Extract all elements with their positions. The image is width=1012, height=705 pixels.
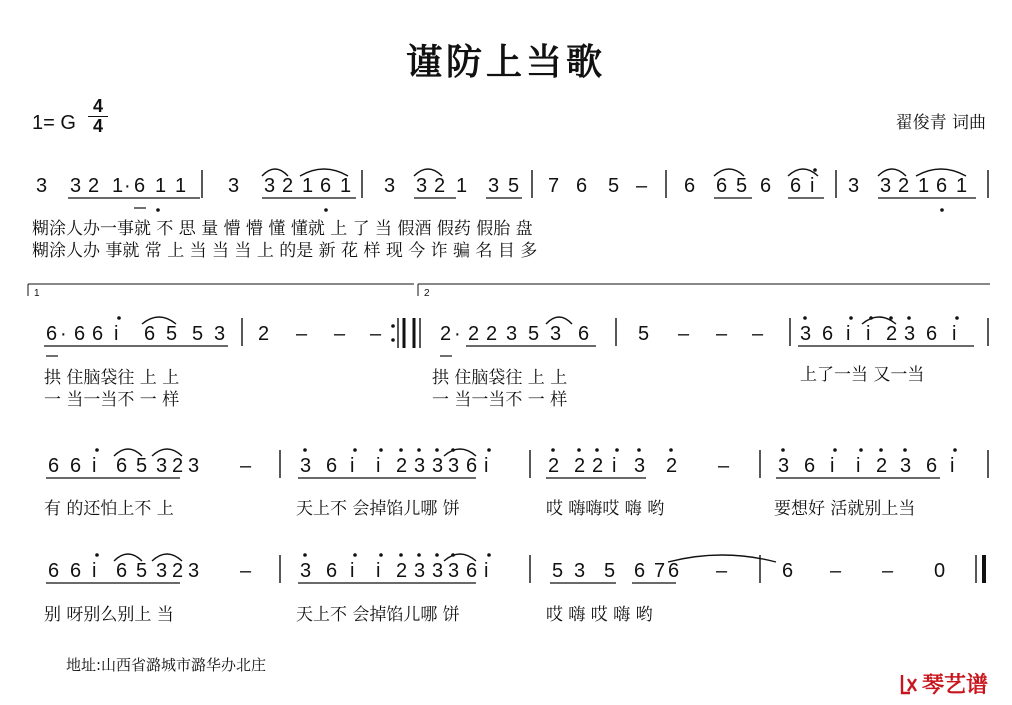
- note-glyph: 7: [548, 175, 560, 197]
- octave-dot: [849, 316, 853, 320]
- octave-dot: [940, 208, 944, 212]
- note-glyph: 6: [634, 560, 646, 582]
- song-title: 谨防上当歌: [405, 42, 606, 83]
- note-glyph: –: [716, 323, 728, 345]
- note-glyph: 3: [800, 323, 812, 345]
- note-glyph: –: [716, 560, 728, 582]
- note-glyph: 6: [760, 175, 772, 197]
- logo-text: 琴艺谱: [922, 673, 989, 698]
- note-glyph: 3: [264, 175, 276, 197]
- note-glyph: –: [718, 455, 730, 477]
- note-glyph: 5: [508, 175, 520, 197]
- note-glyph: 3: [156, 455, 168, 477]
- octave-dot: [391, 324, 395, 328]
- note-glyph: 2: [876, 455, 888, 477]
- note-glyph: i: [350, 560, 355, 582]
- octave-dot: [303, 448, 307, 452]
- lyrics-row-3-part-a: 有 的还怕上不 上: [44, 499, 174, 519]
- key-signature: 1= G: [32, 112, 76, 134]
- note-glyph: i: [376, 455, 381, 477]
- note-glyph: 3: [778, 455, 790, 477]
- octave-dot: [391, 338, 395, 342]
- octave-dot: [156, 208, 160, 212]
- note-glyph: 6: [46, 323, 58, 345]
- note-glyph: i: [484, 560, 489, 582]
- octave-dot: [324, 208, 328, 212]
- note-glyph: i: [114, 323, 119, 345]
- octave-dot: [879, 448, 883, 452]
- time-signature-bottom: 4: [92, 116, 103, 136]
- note-glyph: 1: [956, 175, 968, 197]
- note-glyph: 2: [666, 455, 678, 477]
- lyrics-row-4-part-c: 哎 嗨 哎 嗨 哟: [546, 605, 653, 625]
- note-glyph: 1: [175, 175, 187, 197]
- note-glyph: 6: [48, 560, 60, 582]
- note-glyph: 6: [116, 560, 128, 582]
- note-glyph: 1: [155, 175, 167, 197]
- note-glyph: 2: [282, 175, 294, 197]
- octave-dot: [955, 316, 959, 320]
- note-glyph: 3: [432, 455, 444, 477]
- note-glyph: 1: [918, 175, 930, 197]
- note-glyph: 2: [592, 455, 604, 477]
- lyrics-row-3-part-c: 哎 嗨嗨哎 嗨 哟: [546, 499, 665, 519]
- note-glyph: 6: [466, 455, 478, 477]
- volta-2-label: 2: [424, 288, 430, 299]
- note-glyph: 2: [440, 323, 452, 345]
- note-glyph: i: [810, 175, 815, 197]
- lyrics-row-4-part-a: 别 呀别么别上 当: [44, 605, 174, 625]
- note-glyph: 3: [900, 455, 912, 477]
- note-glyph: i: [92, 455, 97, 477]
- octave-dot: [669, 448, 673, 452]
- note-glyph: 3: [300, 560, 312, 582]
- note-glyph: –: [370, 323, 382, 345]
- lyrics-row-2-verse-1a: 拱 住脑袋往 上 上: [44, 368, 180, 388]
- note-glyph: 2: [434, 175, 446, 197]
- octave-dot: [487, 553, 491, 557]
- octave-dot: [117, 316, 121, 320]
- lyrics-row-3-part-d: 要想好 活就别上当: [774, 499, 916, 519]
- note-glyph: 3: [36, 175, 48, 197]
- note-glyph: 6: [684, 175, 696, 197]
- note-glyph: –: [752, 323, 764, 345]
- octave-dot: [435, 448, 439, 452]
- note-glyph: –: [240, 455, 252, 477]
- note-glyph: 1: [340, 175, 352, 197]
- note-glyph: ·: [60, 323, 67, 345]
- lyrics-row-2-verse-2b: 一 当一当不 一 样: [432, 390, 568, 410]
- logo-icon: [900, 673, 920, 695]
- octave-dot: [903, 448, 907, 452]
- octave-dot: [953, 448, 957, 452]
- lyrics-row-2-verse-1b: 拱 住脑袋往 上 上: [432, 368, 568, 388]
- lyrics-row-2-refrain: 上了一当 又一当: [800, 365, 925, 385]
- note-glyph: 5: [136, 560, 148, 582]
- note-glyph: 2: [88, 175, 100, 197]
- octave-dot: [379, 553, 383, 557]
- volta-1-label: 1: [34, 288, 40, 299]
- note-glyph: 3: [188, 560, 200, 582]
- note-glyph: 6: [320, 175, 332, 197]
- note-glyph: 1: [302, 175, 314, 197]
- octave-dot: [435, 553, 439, 557]
- note-glyph: 1: [112, 175, 124, 197]
- note-glyph: 3: [384, 175, 396, 197]
- note-glyph: 3: [432, 560, 444, 582]
- composer-credit: 翟俊青 词曲: [895, 113, 986, 133]
- note-glyph: 2: [574, 455, 586, 477]
- note-glyph: 2: [258, 323, 270, 345]
- note-glyph: 3: [416, 175, 428, 197]
- octave-dot: [595, 448, 599, 452]
- note-glyph: i: [350, 455, 355, 477]
- note-glyph: i: [952, 323, 957, 345]
- octave-dot: [859, 448, 863, 452]
- note-glyph: i: [830, 455, 835, 477]
- note-glyph: 6: [74, 323, 86, 345]
- note-glyph: 5: [608, 175, 620, 197]
- octave-dot: [833, 448, 837, 452]
- note-glyph: ·: [454, 323, 461, 345]
- note-glyph: –: [240, 560, 252, 582]
- note-glyph: 3: [70, 175, 82, 197]
- note-glyph: 7: [654, 560, 666, 582]
- note-glyph: i: [856, 455, 861, 477]
- note-glyph: i: [612, 455, 617, 477]
- note-glyph: 3: [448, 455, 460, 477]
- note-glyph: 6: [326, 455, 338, 477]
- note-glyph: 3: [156, 560, 168, 582]
- note-glyph: 6: [92, 323, 104, 345]
- note-glyph: 6: [790, 175, 802, 197]
- octave-dot: [353, 553, 357, 557]
- note-glyph: 2: [396, 455, 408, 477]
- note-glyph: 5: [192, 323, 204, 345]
- note-glyph: i: [866, 323, 871, 345]
- note-glyph: 5: [552, 560, 564, 582]
- note-glyph: 3: [414, 560, 426, 582]
- note-glyph: 3: [414, 455, 426, 477]
- note-glyph: ·: [124, 175, 131, 197]
- octave-dot: [907, 316, 911, 320]
- note-glyph: 3: [188, 455, 200, 477]
- note-glyph: 6: [716, 175, 728, 197]
- note-glyph: i: [484, 455, 489, 477]
- note-glyph: 6: [576, 175, 588, 197]
- note-glyph: 2: [172, 560, 184, 582]
- note-glyph: 2: [468, 323, 480, 345]
- note-glyph: –: [296, 323, 308, 345]
- note-glyph: 5: [136, 455, 148, 477]
- note-glyph: 6: [926, 323, 938, 345]
- note-glyph: 6: [326, 560, 338, 582]
- note-glyph: 5: [604, 560, 616, 582]
- note-glyph: i: [846, 323, 851, 345]
- address-text: 地址:山西省潞城市潞华办北庄: [66, 656, 267, 674]
- note-glyph: i: [92, 560, 97, 582]
- octave-dot: [95, 448, 99, 452]
- octave-dot: [637, 448, 641, 452]
- note-glyph: –: [882, 560, 894, 582]
- note-glyph: 6: [926, 455, 938, 477]
- note-glyph: 3: [904, 323, 916, 345]
- note-glyph: 2: [898, 175, 910, 197]
- note-glyph: 3: [880, 175, 892, 197]
- note-glyph: 3: [506, 323, 518, 345]
- note-glyph: i: [376, 560, 381, 582]
- octave-dot: [781, 448, 785, 452]
- octave-dot: [417, 448, 421, 452]
- lyrics-row-3-part-b: 天上不 会掉馅儿哪 饼: [296, 499, 460, 519]
- note-glyph: 6: [936, 175, 948, 197]
- lyrics-row-1-verse-2: 糊涂人办 事就 常 上 当 当 当 上 的是 新 花 样 现 今 诈 骗 名 目 多: [32, 241, 538, 261]
- note-glyph: 3: [574, 560, 586, 582]
- octave-dot: [577, 448, 581, 452]
- note-glyph: 2: [396, 560, 408, 582]
- note-glyph: 6: [578, 323, 590, 345]
- note-glyph: –: [636, 175, 648, 197]
- note-glyph: 3: [634, 455, 646, 477]
- note-glyph: –: [830, 560, 842, 582]
- note-glyph: 3: [214, 323, 226, 345]
- octave-dot: [487, 448, 491, 452]
- note-glyph: 0: [934, 560, 946, 582]
- note-glyph: 3: [848, 175, 860, 197]
- note-glyph: 6: [134, 175, 146, 197]
- note-glyph: 3: [300, 455, 312, 477]
- note-glyph: 2: [172, 455, 184, 477]
- octave-dot: [417, 553, 421, 557]
- note-glyph: 6: [48, 455, 60, 477]
- note-glyph: 5: [638, 323, 650, 345]
- octave-dot: [399, 448, 403, 452]
- note-glyph: 6: [70, 560, 82, 582]
- octave-dot: [379, 448, 383, 452]
- note-glyph: 2: [486, 323, 498, 345]
- note-glyph: 6: [116, 455, 128, 477]
- octave-dot: [353, 448, 357, 452]
- note-glyph: 6: [782, 560, 794, 582]
- lyrics-row-2-verse-2a: 一 当一当不 一 样: [44, 390, 180, 410]
- note-glyph: 5: [166, 323, 178, 345]
- note-glyph: 3: [228, 175, 240, 197]
- octave-dot: [303, 553, 307, 557]
- octave-dot: [399, 553, 403, 557]
- octave-dot: [551, 448, 555, 452]
- lyrics-row-4-part-b: 天上不 会掉馅儿哪 饼: [296, 605, 460, 625]
- note-glyph: 5: [736, 175, 748, 197]
- octave-dot: [615, 448, 619, 452]
- note-glyph: 6: [668, 560, 680, 582]
- note-glyph: –: [334, 323, 346, 345]
- lyrics-row-1-verse-1: 糊涂人办一事就 不 思 量 懵 懵 懂 懂就 上 了 当 假酒 假药 假胎 盘: [32, 219, 533, 239]
- note-glyph: –: [678, 323, 690, 345]
- note-glyph: 6: [804, 455, 816, 477]
- note-glyph: 3: [448, 560, 460, 582]
- octave-dot: [95, 553, 99, 557]
- octave-dot: [803, 316, 807, 320]
- note-glyph: 3: [550, 323, 562, 345]
- site-logo: [900, 668, 988, 699]
- note-glyph: 3: [488, 175, 500, 197]
- note-glyph: 6: [70, 455, 82, 477]
- note-glyph: 6: [822, 323, 834, 345]
- note-glyph: i: [950, 455, 955, 477]
- note-glyph: 2: [886, 323, 898, 345]
- note-glyph: 1: [456, 175, 468, 197]
- note-glyph: 6: [466, 560, 478, 582]
- note-glyph: 5: [528, 323, 540, 345]
- note-glyph: 2: [548, 455, 560, 477]
- octave-dot: [813, 168, 817, 172]
- time-signature-top: 4: [92, 96, 103, 116]
- note-glyph: 6: [144, 323, 156, 345]
